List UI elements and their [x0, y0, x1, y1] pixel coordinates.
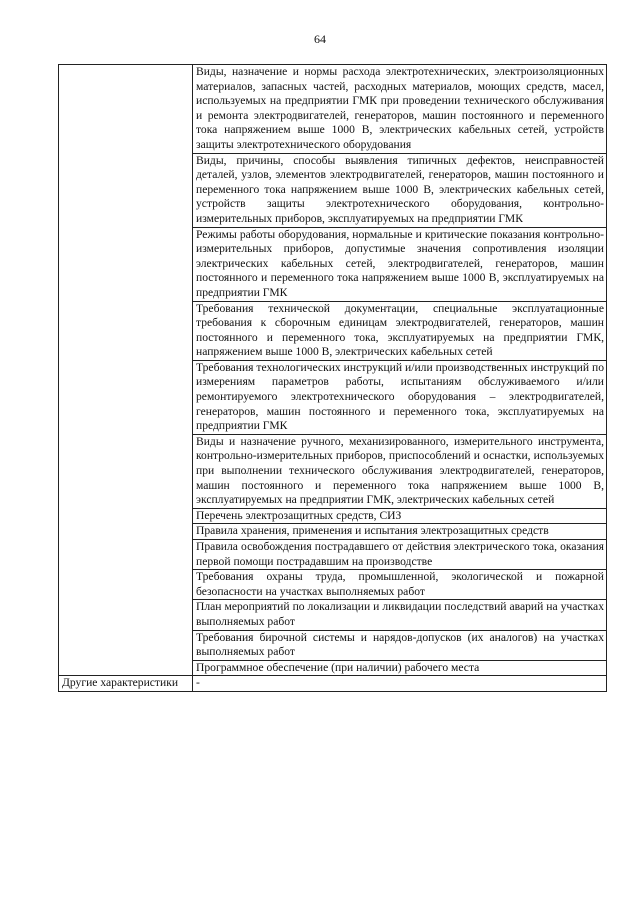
requirement-cell: Виды, назначение и нормы расхода электротехнических, электроизоляционных материалов, запасных частей, расходных материалов, моющих средств, масел, используемых на предприятии ГМК при проведении технического обслуживания и ремонта электродвигателей, генераторов, машин постоянного и переменного тока напряжением выше 1000 В, электрических кабельных сетей, устройств защиты электротехнического оборудования: [193, 65, 607, 154]
requirement-cell: Перечень электрозащитных средств, СИЗ: [193, 508, 607, 524]
requirement-cell: Виды, причины, способы выявления типичных дефектов, неисправностей деталей, узлов, элементов электродвигателей, генераторов, машин постоянного и переменного тока напряжением выше 1000 В, электрических кабельных сетей, устройств защиты электротехнического оборудования, контрольно-измерительных приборов, эксплуатируемых на предприятии ГМК: [193, 153, 607, 227]
other-characteristics-label: Другие характеристики: [59, 676, 193, 692]
requirement-cell: Правила хранения, применения и испытания электрозащитных средств: [193, 524, 607, 540]
requirement-cell: Режимы работы оборудования, нормальные и критические показания контрольно-измерительных приборов, допустимые значения сопротивления изоляции электрических кабельных сетей, электродвигателей, генераторов, машин постоянного и переменного тока напряжением выше 1000 В, эксплуатируемых на предприятии ГМК: [193, 227, 607, 301]
left-category-cell: [59, 65, 193, 676]
requirement-cell: План мероприятий по локализации и ликвидации последствий аварий на участках выполняемых работ: [193, 600, 607, 630]
requirement-cell: Требования охраны труда, промышленной, экологической и пожарной безопасности на участках выполняемых работ: [193, 570, 607, 600]
requirement-cell: Требования технологических инструкций и/или производственных инструкций по измерениям параметров работы, испытаниям обслуживаемого и/или ремонтируемого электротехнического оборудования – электродвигателей, генераторов, машин постоянного и переменного тока, эксплуатируемых на предприятии ГМК: [193, 360, 607, 434]
requirement-cell: Программное обеспечение (при наличии) рабочего места: [193, 660, 607, 676]
requirement-cell: Правила освобождения пострадавшего от действия электрического тока, оказания первой помощи пострадавшим на производстве: [193, 540, 607, 570]
table-row: [59, 65, 607, 154]
requirement-cell: Требования бирочной системы и нарядов-допусков (их аналогов) на участках выполняемых работ: [193, 630, 607, 660]
page-number: 64: [314, 32, 326, 46]
table-row: [59, 676, 607, 692]
requirement-cell: Требования технической документации, специальные эксплуатационные требования к сборочным единицам электродвигателей, генераторов, машин постоянного и переменного тока, эксплуатируемых на предприятии ГМК, напряжением выше 1000 В, электрических кабельных сетей: [193, 301, 607, 360]
requirement-cell: Виды и назначение ручного, механизированного, измерительного инструмента, контрольно-измерительных приборов, приспособлений и оснастки, используемых при выполнении технического обслуживания электродвигателей, генераторов, машин постоянного и переменного тока напряжением выше 1000 В, эксплуатируемых на предприятии ГМК, электрических кабельных сетей: [193, 434, 607, 508]
other-characteristics-value: -: [193, 676, 607, 692]
requirements-table: [58, 64, 607, 692]
